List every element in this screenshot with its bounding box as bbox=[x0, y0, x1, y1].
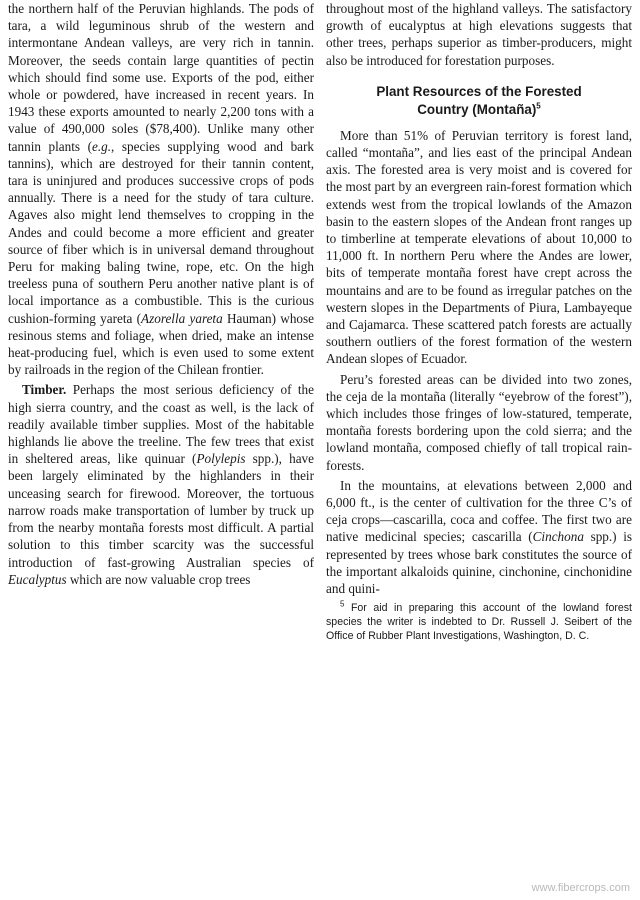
footnote-ref: 5 bbox=[536, 101, 541, 111]
paragraph-zones: Peru’s forested areas can be divided into two zones, the ceja de la montaña (literally “eyebrow of the forest”), which includes those fringes of low-statured, temperate, montaña forests bordering upon the cold sierra; and the lowland montaña, composed chiefly of tall tropical rain-forests. bbox=[326, 371, 632, 473]
section-heading: Plant Resources of the Forested Country (Montaña)$^5$ bbox=[376, 83, 582, 117]
paragraph-eucalyptus: throughout most of the highland valleys. The satisfactory growth of eucalyptus at high elevations suggests that other trees, perhaps superior as timber-producers, might also be introduced for forestation purposes. bbox=[326, 1, 632, 68]
paragraph-tara: the northern half of the Peruvian highlands. The pods of tara, a wild leguminous shrub of the western and intermontane Andean valleys, are very rich in tannin. Moreover, the seeds contain large quantities of pectin which should find some use. Exports of the pod, either whole or powdered, have increased in recent years. In 1943 these exports amounted to nearly 2,200 tons with a value of 490,000 soles ($78,400). Unlike many other tannin plants (e.g., species supplying wood and bark tannins), which are destroyed for their tannin content, tara is uninjured and produces successive crops of pods annually. There is a need for the study of tara culture. Agaves also might lend themselves to cropping in the Andes and could become a more efficient and greater source of fiber which is in universal demand throughout Peru for making baling twine, rope, etc. On the high treeless puna of southern Peru another native plant is of local importance as a combustible. This is the curious cushion-forming yareta (Azorella yareta Hauman) whose resinous stems and foliage, when dried, make an intense heat-producing fuel, which is even used to some extent by railroads in the region of the Chilean frontier. bbox=[8, 1, 315, 378]
footnote: $^5$ For aid in preparing this account of the lowland forest species the writer is indebted to Dr. Russell J. Seibert of the Office of Rubber Plant Investigations, Washington, D. C. bbox=[326, 599, 632, 643]
genus-name-eucalyptus: Eucalyptus bbox=[8, 571, 67, 587]
watermark: www.fibercrops.com bbox=[531, 882, 630, 894]
species-name-yareta: Azorella yareta bbox=[141, 310, 223, 326]
right-column bbox=[326, 0, 632, 643]
genus-name-polylepis: Polylepis bbox=[196, 451, 246, 467]
eg-abbrev: e.g. bbox=[91, 138, 112, 154]
footnote-mark: 5 bbox=[340, 599, 345, 609]
left-column bbox=[8, 0, 314, 588]
paragraph-forest-land: More than 51% of Peruvian territory is forest land, called “montaña”, and lies east of the principal Andean axis. The forested area is very moist and is covered for the most part by an evergreen rain-forest formation which extends west from the tropical lowlands of the Amazon basin to the eastern slopes of the Andean front ranges up to timberline at temperate elevations of about 10,000 to 11,000 ft. In northern Peru where the Andes are lower, bits of temperate montaña forest have crept across the mountains and are to be found as irregular patches on the western slopes in the Departments of Piura, Lambayeque and Cajamarca. These scattered patch forests are actually southern outliers of the forest formation of the western Andean slopes of Ecuador. bbox=[326, 127, 632, 367]
paragraph-ceja-crops: In the mountains, at elevations between 2,000 and 6,000 ft., is the center of cultivation for the three C’s of ceja crops—cascarilla, coca and coffee. The first two are native medicinal species; cascarilla (Cinchona spp.) is represented by trees whose bark constitutes the source of the important alkaloids quinine, cinchonine, cinchonidine and quini- bbox=[326, 477, 632, 597]
genus-name-cinchona: Cinchona bbox=[532, 529, 584, 545]
runin-heading-timber: Timber. bbox=[22, 382, 67, 398]
paragraph-timber: Timber. Perhaps the most serious deficiency of the high sierra country, and the coast as well, is the lack of readily available timber supplies. Most of the habitable highlands lie above the treeline. The few trees that exist in sheltered areas, like quinuar (Polylepis spp.), have been largely eliminated by the highlanders in their unceasing search for firewood. Moreover, the tortuous narrow roads make transportation of lumber by truck up from the nearby montaña forests most difficult. A partial solution to this timber scarcity was the successful introduction of fast-growing Australian species of Eucalyptus which are now valuable crop trees bbox=[8, 382, 315, 587]
